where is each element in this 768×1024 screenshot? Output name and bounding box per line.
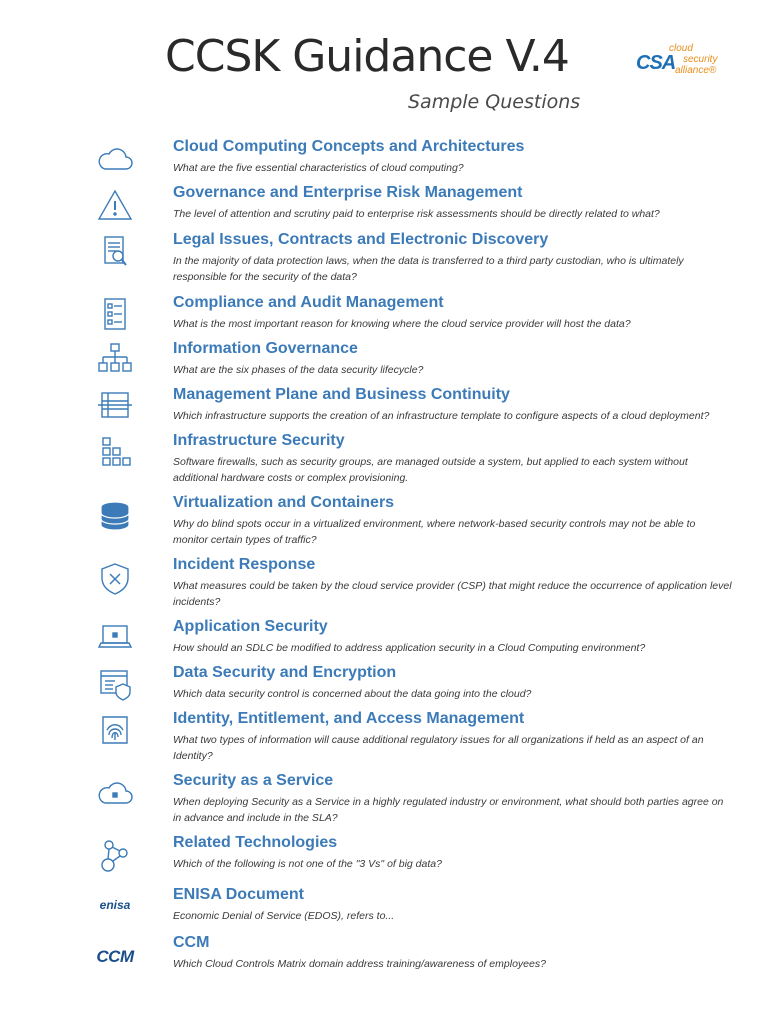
item-title: Data Security and Encryption	[173, 664, 397, 681]
item-question: In the majority of data protection laws, when the data is transferred to a third party custodian, who is ultimately responsible for the security of the data?	[173, 255, 684, 283]
page-title: CCSK Guidance V.4	[165, 31, 569, 82]
csa-logo-line3: alliance®	[675, 65, 717, 76]
cloud-icon	[92, 140, 138, 178]
page-subtitle: Sample Questions	[408, 91, 581, 113]
item-question: How should an SDLC be modified to address application security in a Cloud Computing environment?	[173, 642, 646, 654]
item-title: Compliance and Audit Management	[173, 294, 444, 311]
item-question: What two types of information will cause additional regulatory issues for all organizations if held as an aspect of an Identity?	[173, 734, 704, 762]
item-title: Cloud Computing Concepts and Architectures	[173, 138, 525, 155]
enisa-logo-icon	[92, 886, 138, 924]
item-title: Identity, Entitlement, and Access Management	[173, 710, 525, 727]
fingerprint-icon	[92, 712, 138, 750]
database-icon	[92, 498, 138, 536]
item-question: Which of the following is not one of the "3 Vs" of big data?	[173, 858, 442, 870]
warning-icon	[92, 186, 138, 224]
item-title: Management Plane and Business Continuity	[173, 386, 510, 403]
hierarchy-icon	[92, 340, 138, 378]
csa-logo-text	[669, 43, 739, 76]
server-rack-icon	[92, 386, 138, 424]
item-title: Security as a Service	[173, 772, 334, 789]
item-title: Infrastructure Security	[173, 432, 345, 449]
item-title: CCM	[173, 934, 210, 951]
item-question: Why do blind spots occur in a virtualized environment, where network-based security controls may not be able to monitor certain types of traffic?	[173, 518, 696, 546]
checklist-icon	[92, 296, 138, 334]
item-question: What is the most important reason for knowing where the cloud service provider will host the data?	[173, 318, 631, 330]
item-title: Application Security	[173, 618, 328, 635]
document-shield-icon	[92, 666, 138, 704]
item-title: Incident Response	[173, 556, 316, 573]
item-question: Which infrastructure supports the creation of an infrastructure template to configure aspects of a cloud deployment?	[173, 410, 710, 422]
ccm-logo-text: CCM	[96, 947, 134, 966]
item-question: Which Cloud Controls Matrix domain address training/awareness of employees?	[173, 958, 546, 970]
item-title: Related Technologies	[173, 834, 338, 851]
item-title: Virtualization and Containers	[173, 494, 395, 511]
network-nodes-icon	[92, 838, 138, 876]
item-title: Information Governance	[173, 340, 358, 357]
item-question: Economic Denial of Service (EDOS), refers to...	[173, 910, 395, 922]
item-title: Legal Issues, Contracts and Electronic Discovery	[173, 231, 549, 248]
item-title: Governance and Enterprise Risk Management	[173, 184, 523, 201]
blocks-icon	[92, 434, 138, 472]
ccm-logo-icon	[92, 938, 138, 976]
item-question: Software firewalls, such as security groups, are managed outside a system, but applied to each system without additional hardware costs or complex provisioning.	[173, 456, 688, 484]
item-question: Which data security control is concerned about the data going into the cloud?	[173, 688, 532, 700]
csa-logo-mark: CSA	[636, 52, 676, 74]
csa-logo-line2: security	[683, 54, 718, 65]
laptop-lock-icon	[92, 618, 138, 656]
csa-logo	[636, 43, 736, 83]
item-question: The level of attention and scrutiny paid to enterprise risk assessments should be directly related to what?	[173, 208, 660, 220]
document-search-icon	[92, 233, 138, 271]
item-title: ENISA Document	[173, 886, 304, 903]
item-question: What measures could be taken by the cloud service provider (CSP) that might reduce the occurrence of application level incidents?	[173, 580, 732, 608]
cloud-lock-icon	[92, 774, 138, 812]
item-question: When deploying Security as a Service in a highly regulated industry or environment, what should both parties agree on in advance and include in the SLA?	[173, 796, 724, 824]
item-question: What are the six phases of the data security lifecycle?	[173, 364, 424, 376]
csa-logo-line1: cloud	[669, 43, 693, 54]
page-header	[0, 0, 768, 130]
shield-x-icon	[92, 560, 138, 598]
item-question: What are the five essential characteristics of cloud computing?	[173, 162, 464, 174]
enisa-logo-text: enisa	[99, 898, 131, 912]
